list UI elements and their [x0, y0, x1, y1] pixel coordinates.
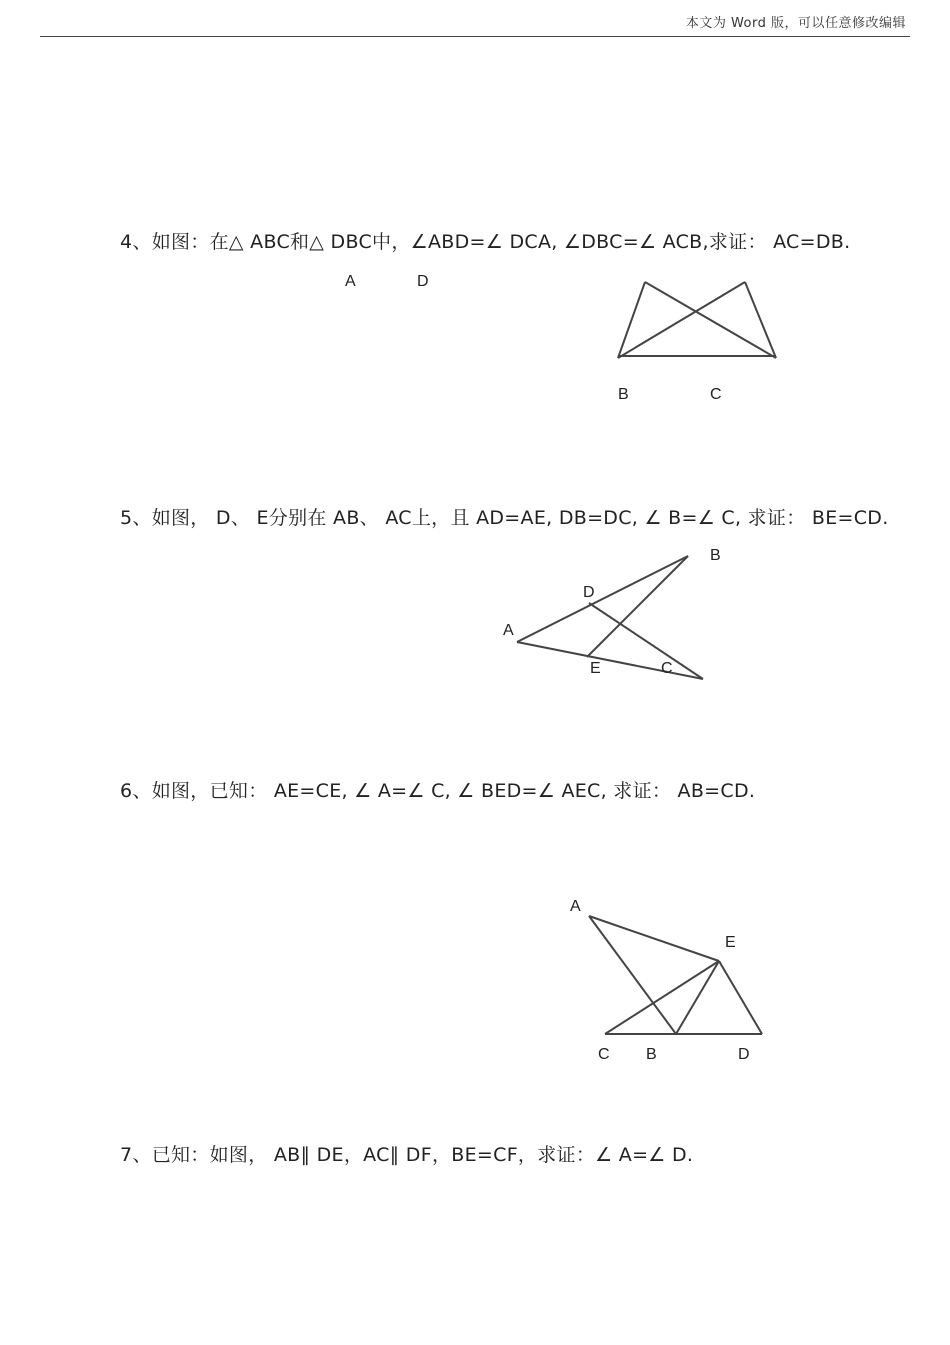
fig6-segment-ed: [719, 961, 762, 1034]
problem-5: 5、如图， D、 E分别在 AB、 AC上，且 AD=AE, DB=DC, ∠ B=∠ C, 求证： BE=CD.: [120, 507, 889, 529]
fig6-segment-ae: [589, 916, 719, 961]
fig6-label-c: C: [598, 1046, 610, 1063]
header-note: 本文为 Word 版，可以任意修改编辑: [685, 16, 906, 31]
problem-4: 4、如图：在△ ABC和△ DBC中，∠ABD=∠ DCA, ∠DBC=∠ ACB,求证： AC=DB.: [120, 231, 851, 253]
fig4-label-d: D: [417, 273, 429, 290]
fig5-label-e: E: [590, 660, 601, 677]
fig5-label-d: D: [583, 584, 595, 601]
fig6-label-d: D: [738, 1046, 750, 1063]
fig5-label-a: A: [503, 622, 514, 639]
fig6-label-e: E: [725, 934, 736, 951]
fig4-label-c: C: [710, 386, 722, 403]
fig4-label-a: A: [345, 273, 356, 290]
problem-7: 7、已知：如图， AB∥ DE，AC∥ DF，BE=CF，求证：∠ A=∠ D.: [120, 1144, 694, 1166]
fig5-label-c: C: [661, 660, 673, 677]
fig6-segment-be: [676, 961, 719, 1034]
fig5-label-b: B: [710, 547, 721, 564]
problem-6: 6、如图，已知： AE=CE, ∠ A=∠ C, ∠ BED=∠ AEC, 求证： AB=CD.: [120, 780, 756, 802]
fig6-label-a: A: [570, 898, 581, 915]
fig6-segment-ce: [605, 961, 719, 1034]
fig4-label-b: B: [618, 386, 629, 403]
fig6-label-b: B: [646, 1046, 657, 1063]
